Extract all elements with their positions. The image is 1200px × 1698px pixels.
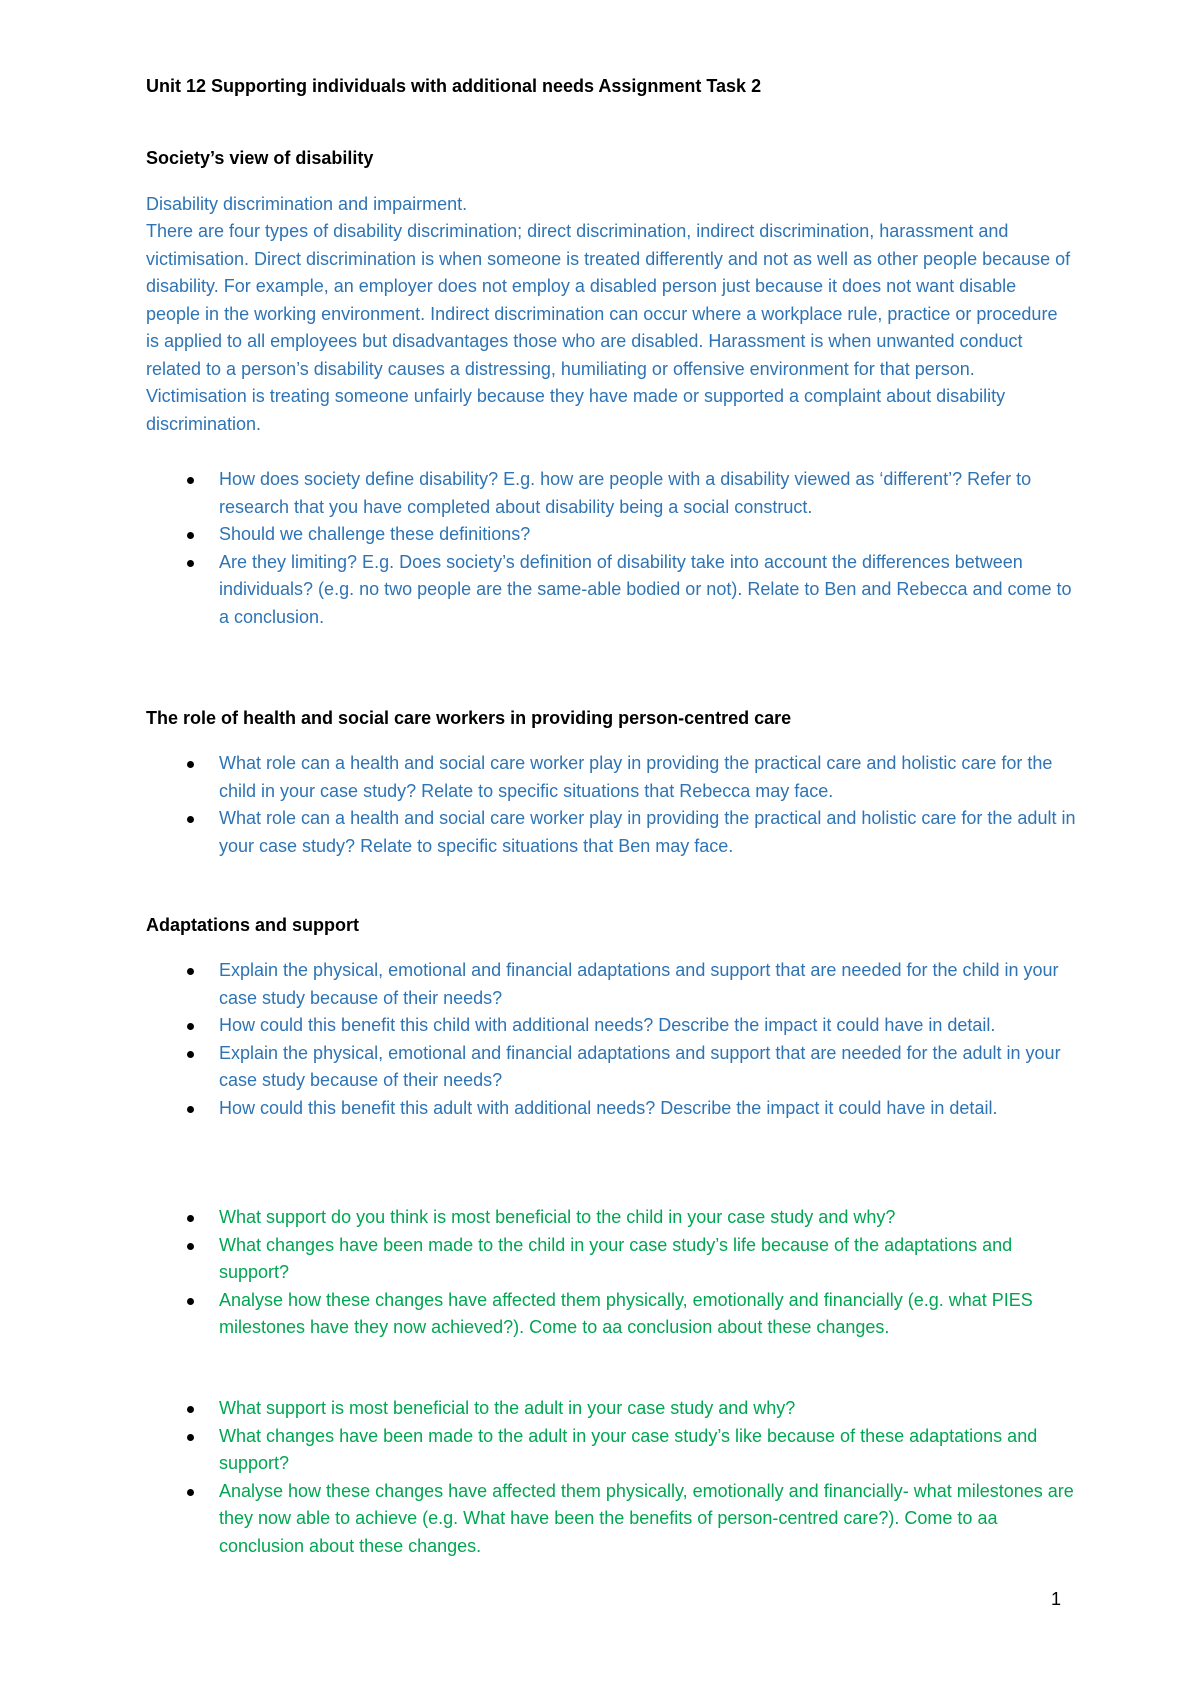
section-heading-adaptations: Adaptations and support	[146, 915, 359, 935]
child-support-bullet-list	[146, 1204, 1076, 1342]
bullet-icon	[187, 816, 194, 823]
document-title: Unit 12 Supporting individuals with additional needs Assignment Task 2	[146, 76, 762, 96]
list-item: How could this benefit this adult with additional needs? Describe the impact it could have in detail.	[146, 1095, 1076, 1123]
section-heading-society-view: Society’s view of disability	[146, 148, 374, 168]
bullet-icon	[187, 532, 194, 539]
discrimination-paragraph: There are four types of disability discrimination; direct discrimination, indirect discrimination, harassment and victimisation. Direct discrimination is when someone is treated differently and not as well as other people because of disability. For example, an employer does not employ a disabled person just because it does not want disable people in the working environment. Indirect discrimination can occur where a workplace rule, practice or procedure is applied to all employees but disadvantages those who are disabled. Harassment is when unwanted conduct related to a person’s disability causes a distressing, humiliating or offensive environment for that person. Victimisation is treating someone unfairly because they have made or supported a complaint about disability discrimination.	[146, 221, 1071, 434]
bullet-icon	[187, 1406, 194, 1413]
bullet-icon	[187, 1023, 194, 1030]
bullet-icon	[187, 1051, 194, 1058]
bullet-icon	[187, 1243, 194, 1250]
page-number: 1	[1051, 1589, 1062, 1609]
list-item: Analyse how these changes have affected them physically, emotionally and financially (e.g. what PIES milestones have they now achieved?). Come to aa conclusion about these changes.	[146, 1287, 1076, 1342]
list-item: What role can a health and social care worker play in providing the practical care and holistic care for the child in your case study? Relate to specific situations that Rebecca may face.	[146, 750, 1076, 805]
bullet-icon	[187, 1215, 194, 1222]
list-item: Are they limiting? E.g. Does society’s definition of disability take into account the differences between individuals? (e.g. no two people are the same-able bodied or not). Relate to Ben and Rebecca and come to a conclusion.	[146, 549, 1076, 632]
list-item: Analyse how these changes have affected them physically, emotionally and financially- what milestones are they now able to achieve (e.g. What have been the benefits of person-centred care?). Come to aa conclusion about these changes.	[146, 1478, 1076, 1561]
bullet-icon	[187, 1434, 194, 1441]
bullet-icon	[187, 1298, 194, 1305]
list-item: What support is most beneficial to the adult in your case study and why?	[146, 1395, 1076, 1423]
bullet-icon	[187, 1106, 194, 1113]
bullet-icon	[187, 477, 194, 484]
role-bullet-list	[146, 750, 1076, 860]
bullet-icon	[187, 560, 194, 567]
bullet-icon	[187, 761, 194, 768]
list-item: Explain the physical, emotional and financial adaptations and support that are needed for the adult in your case study because of their needs?	[146, 1040, 1076, 1095]
adaptations-bullet-list	[146, 957, 1076, 1122]
list-item: What role can a health and social care worker play in providing the practical and holistic care for the adult in your case study? Relate to specific situations that Ben may face.	[146, 805, 1076, 860]
list-item: How could this benefit this child with additional needs? Describe the impact it could have in detail.	[146, 1012, 1076, 1040]
bullet-icon	[187, 1489, 194, 1496]
section-subheading-discrimination: Disability discrimination and impairment.	[146, 194, 468, 214]
list-item: Should we challenge these definitions?	[146, 521, 1076, 549]
list-item: Explain the physical, emotional and financial adaptations and support that are needed for the child in your case study because of their needs?	[146, 957, 1076, 1012]
section-heading-role-of-workers: The role of health and social care workers in providing person-centred care	[146, 708, 792, 728]
list-item: What changes have been made to the adult in your case study’s like because of these adaptations and support?	[146, 1423, 1076, 1478]
list-item: How does society define disability? E.g. how are people with a disability viewed as ‘different’? Refer to research that you have completed about disability being a social construct.	[146, 466, 1076, 521]
bullet-icon	[187, 968, 194, 975]
society-bullet-list	[146, 466, 1076, 631]
adult-support-bullet-list	[146, 1395, 1076, 1560]
list-item: What changes have been made to the child in your case study’s life because of the adaptations and support?	[146, 1232, 1076, 1287]
list-item: What support do you think is most beneficial to the child in your case study and why?	[146, 1204, 1076, 1232]
